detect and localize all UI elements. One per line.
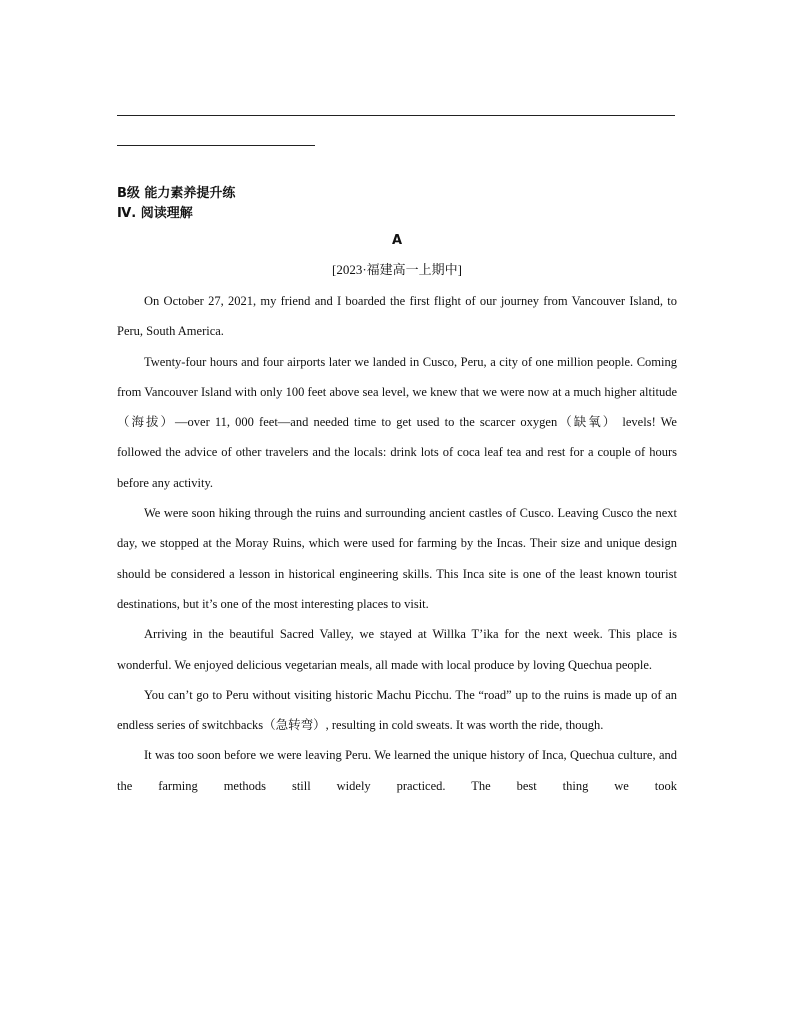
paragraph: Twenty-four hours and four airports later we landed in Cusco, Peru, a city of one million people. Coming from Vancouver Island with only 100 feet above sea level, we knew that we were now at a much higher altitude（海拔）—over 11, 000 feet—and needed time to get used to the scarcer oxygen（缺氧） levels! We followed the advice of other travelers and the locals: drink lots of coca leaf tea and rest for a couple of hours before any activity. (117, 354, 677, 490)
part-title: Ⅳ. 阅读理解 (117, 206, 193, 221)
paragraph: On October 27, 2021, my friend and I boarded the first flight of our journey from Vancouver Island, to Peru, South America. (117, 294, 677, 339)
answer-blank-line (117, 115, 675, 116)
paragraph: It was too soon before we were leaving Peru. We learned the unique history of Inca, Quechua culture, and the farming methods still widely practiced. The best thing we took (117, 748, 677, 793)
answer-blank-line-short (117, 145, 315, 146)
level-title: B级 能力素养提升练 (117, 186, 236, 201)
passage-source: [2023·福建高一上期中] (332, 262, 462, 277)
paragraph: You can’t go to Peru without visiting historic Machu Picchu. The “road” up to the ruins is made up of an endless series of switchbacks（急转弯）, resulting in cold sweats. It was worth the ride, though. (117, 687, 677, 733)
paragraph: Arriving in the beautiful Sacred Valley, we stayed at Willka T’ika for the next week. This place is wonderful. We enjoyed delicious vegetarian meals, all made with local produce by loving Quechua people. (117, 627, 677, 672)
passage-body (117, 286, 677, 801)
paragraph: We were soon hiking through the ruins and surrounding ancient castles of Cusco. Leaving Cusco the next day, we stopped at the Moray Ruins, which were used for farming by the Incas. Their size and unique design should be considered a lesson in historical engineering skills. This Inca site is one of the least known tourist destinations, but it’s one of the most interesting places to visit. (117, 506, 677, 611)
passage-label: A (391, 233, 403, 248)
